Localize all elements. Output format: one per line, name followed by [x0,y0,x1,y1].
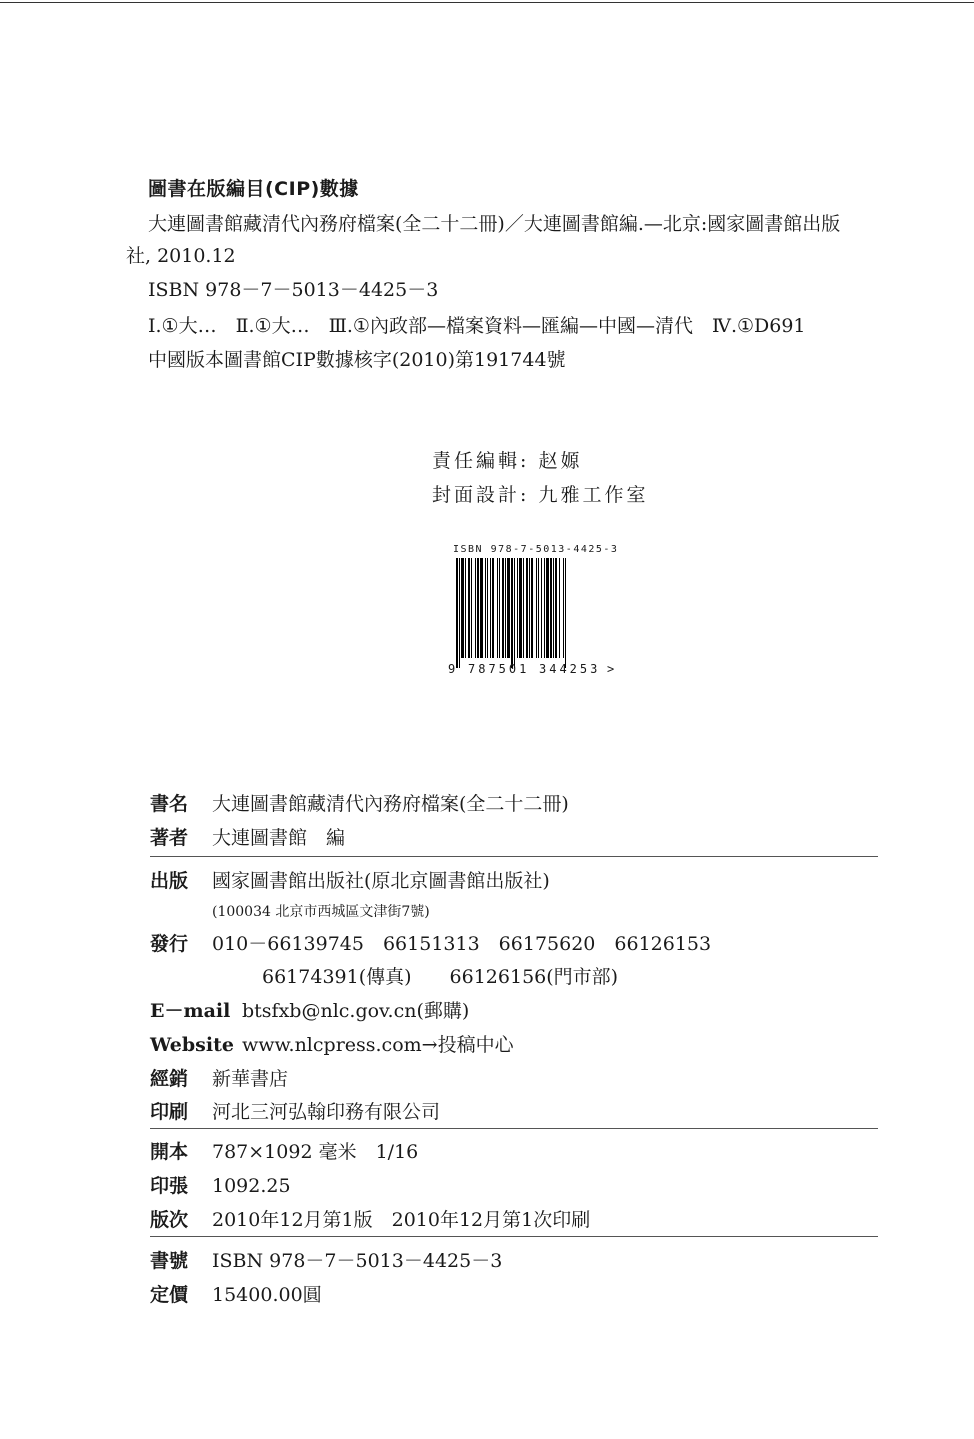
barcode-bar [459,558,460,668]
barcode-bar [487,558,488,658]
barcode-bar [544,558,545,658]
isbn-value: ISBN 978－7－5013－4425－3 [212,1250,503,1272]
format-row [150,1137,418,1164]
barcode-bar [480,558,483,658]
barcode-bar [550,558,552,658]
barcode-bar [497,558,498,658]
seller-value: 新華書店 [212,1068,289,1090]
barcode-bar [529,558,530,658]
barcode-bar [490,558,491,658]
barcode-bar [536,558,537,658]
distribution-row [150,929,711,956]
barcode-bar [461,558,464,658]
barcode-bar [507,558,510,658]
barcode-bar [519,558,522,658]
cip-line-3: ISBN 978－7－5013－4425－3 [148,279,439,301]
cip-heading: 圖書在版編目(CIP)數據 [148,178,359,200]
editor-credit [432,446,582,473]
divider-3 [150,1236,878,1237]
barcode-bar [465,558,466,658]
cip-line-2: 社, 2010.12 [126,245,236,267]
sheets-row [150,1171,291,1198]
barcode-digit-lead: 9 [448,662,459,676]
barcode-bar [541,558,542,658]
author-row [150,823,345,850]
divider-1 [150,856,878,857]
design-label: 封面設計: [432,484,530,506]
barcode-digits-group-2: 344253 [539,662,601,676]
email-row [150,996,469,1023]
isbn-row [150,1246,502,1273]
barcode-bar [546,558,549,658]
cip-line-1: 大連圖書館藏清代內務府檔案(全二十二冊)／大連圖書館編.—北京:國家圖書館出版 [148,213,841,235]
editor-label: 責任編輯: [432,450,530,472]
barcode-bar [517,558,518,658]
barcode-bar [526,558,528,658]
isbn-barcode [456,558,608,668]
top-border [0,2,974,3]
divider-2 [150,1128,878,1129]
barcode-bar [555,558,557,658]
barcode-digits-group-1: 787501 [468,662,530,676]
price-label: 定價 [150,1284,189,1306]
publisher-value: 國家圖書館出版社(原北京圖書館出版社) [212,870,550,892]
website-value: www.nlcpress.com→投稿中心 [242,1034,514,1056]
barcode-bar [502,558,504,658]
barcode-bar [492,558,494,658]
website-row [150,1030,514,1057]
edition-row [150,1205,590,1232]
barcode-bar [475,558,476,658]
barcode-bar [553,558,554,658]
barcode-bar [538,558,539,658]
printer-label: 印刷 [150,1101,189,1123]
barcode-bar [559,558,560,658]
cip-line-5: 中國版本圖書館CIP數據核字(2010)第191744號 [148,349,566,371]
printer-value: 河北三河弘翰印務有限公司 [212,1101,441,1123]
author-value: 大連圖書館 編 [212,827,346,849]
barcode-bar [485,558,486,658]
barcode-bar [499,558,500,658]
edition-value: 2010年12月第1版 2010年12月第1次印刷 [212,1209,591,1231]
sheets-label: 印張 [150,1175,189,1197]
distribution-label: 發行 [150,933,189,955]
edition-label: 版次 [150,1209,189,1231]
seller-row [150,1064,288,1091]
barcode-bar [456,558,458,668]
barcode-bar [511,558,513,668]
publisher-row [150,866,550,893]
barcode-bar [468,558,470,658]
publisher-label: 出版 [150,870,189,892]
format-label: 開本 [150,1141,189,1163]
email-value: btsfxb@nlc.gov.cn(郵購) [242,1000,470,1022]
design-credit [432,480,648,507]
price-row [150,1280,322,1307]
website-label: Website [150,1034,234,1056]
email-label: E－mail [150,1000,231,1022]
barcode-digit-tail: > [607,662,618,676]
barcode-isbn-text: ISBN 978-7-5013-4425-3 [453,544,619,555]
price-value: 15400.00圓 [212,1284,322,1306]
editor-value: 赵嫄 [538,450,583,472]
barcode-bar [565,558,566,668]
barcode-bar [563,558,564,658]
barcode-bar [505,558,506,658]
author-label: 著者 [150,827,189,849]
publisher-address: (100034 北京市西城區文津街7號) [212,904,430,920]
barcode-bar [477,558,479,658]
design-value: 九雅工作室 [538,484,649,506]
barcode-bar [523,558,524,658]
isbn-label: 書號 [150,1250,189,1272]
title-label: 書名 [150,793,189,815]
distribution-line-2: 66174391(傳真) 66126156(門市部) [262,966,619,988]
cip-line-4: Ⅰ.①大… Ⅱ.①大… Ⅲ.①內政部—檔案資料—匯編—中國—清代 Ⅳ.①D691 [148,315,806,337]
sheets-value: 1092.25 [212,1175,291,1197]
title-value: 大連圖書館藏清代內務府檔案(全二十二冊) [212,793,569,815]
printer-row [150,1097,440,1124]
distribution-line-1: 010－66139745 66151313 66175620 66126153 [212,933,712,955]
seller-label: 經銷 [150,1068,189,1090]
barcode-bar [514,558,515,668]
barcode-bar [471,558,472,658]
barcode-bar [531,558,533,658]
title-row [150,789,569,816]
format-value: 787×1092 毫米 1/16 [212,1141,419,1163]
